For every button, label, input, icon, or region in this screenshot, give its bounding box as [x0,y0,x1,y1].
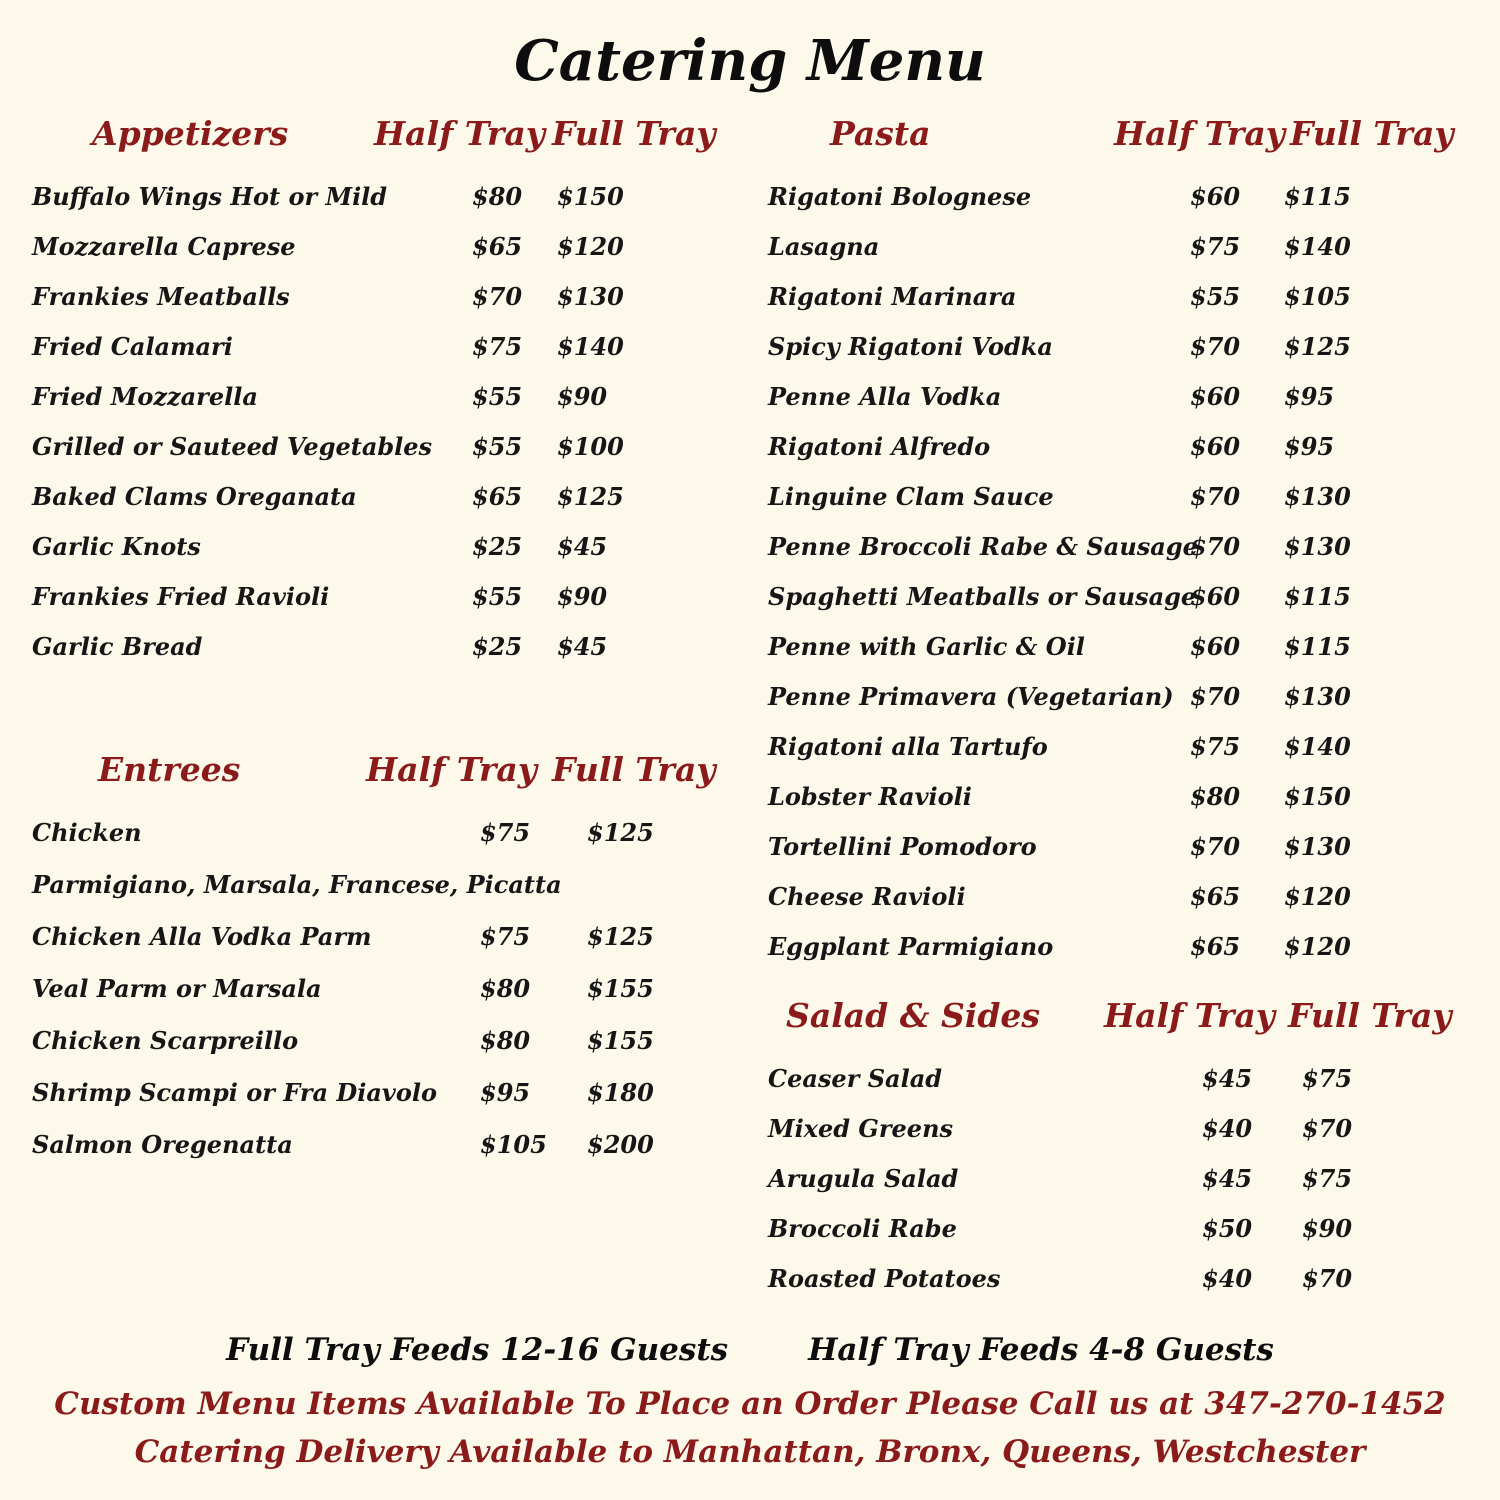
half-tray-price: $95 [480,1078,531,1107]
menu-item-row [768,174,1468,224]
full-tray-price: $105 [1284,282,1351,311]
half-tray-price: $25 [472,632,523,661]
page-title: Catering Menu [514,28,986,94]
menu-item-row [768,374,1468,424]
menu-item-row [32,474,732,524]
half-tray-price: $70 [1190,482,1241,511]
full-tray-price: $120 [1284,882,1351,911]
salad-sides-section [768,996,1468,1306]
full-tray-price: $130 [1284,482,1351,511]
half-tray-price: $70 [472,282,523,311]
half-tray-price: $80 [480,974,531,1003]
item-name: Lasagna [768,232,880,261]
half-tray-price: $65 [1190,932,1241,961]
menu-item-row [32,174,732,224]
full-tray-price: $120 [1284,932,1351,961]
item-name: Fried Mozzarella [32,382,258,411]
full-tray-price: $200 [587,1130,654,1159]
section-header [768,114,1468,174]
half-tray-price: $40 [1202,1264,1253,1293]
half-tray-header: Half Tray [366,750,537,789]
menu-item-row [768,1106,1468,1156]
full-tray-header: Full Tray [1290,114,1454,153]
menu-item-row [768,724,1468,774]
full-tray-price: $95 [1284,382,1335,411]
half-tray-feeds: Half Tray Feeds 4-8 Guests [808,1332,1274,1368]
full-tray-header: Full Tray [552,750,716,789]
item-name: Garlic Bread [32,632,203,661]
menu-item-row [32,862,732,914]
menu-item-row [32,914,732,966]
full-tray-header: Full Tray [1288,996,1452,1035]
item-name: Penne Alla Vodka [768,382,1002,411]
full-tray-price: $125 [587,922,654,951]
half-tray-price: $60 [1190,432,1241,461]
item-name: Chicken Alla Vodka Parm [32,922,372,951]
full-tray-price: $130 [1284,832,1351,861]
full-tray-price: $180 [587,1078,654,1107]
menu-item-row [768,424,1468,474]
item-name: Rigatoni alla Tartufo [768,732,1048,761]
item-name: Frankies Fried Ravioli [32,582,330,611]
full-tray-price: $100 [557,432,624,461]
full-tray-price: $120 [557,232,624,261]
item-name: Penne with Garlic & Oil [768,632,1085,661]
half-tray-price: $65 [1190,882,1241,911]
menu-item-row [32,324,732,374]
menu-item-row [768,674,1468,724]
full-tray-price: $155 [587,974,654,1003]
item-list [32,174,732,674]
half-tray-header: Half Tray [374,114,545,153]
item-name: Cheese Ravioli [768,882,966,911]
menu-item-row [768,1256,1468,1306]
full-tray-price: $150 [557,182,624,211]
menu-item-row [32,424,732,474]
item-name: Penne Primavera (Vegetarian) [768,682,1174,711]
full-tray-price: $90 [1302,1214,1353,1243]
menu-item-row [32,274,732,324]
full-tray-price: $140 [1284,232,1351,261]
half-tray-header: Half Tray [1114,114,1285,153]
menu-item-row [768,1206,1468,1256]
half-tray-price: $55 [472,382,523,411]
full-tray-price: $75 [1302,1064,1353,1093]
item-name: Mozzarella Caprese [32,232,296,261]
item-name: Spicy Rigatoni Vodka [768,332,1053,361]
item-name: Chicken [32,818,142,847]
item-name: Ceaser Salad [768,1064,943,1093]
full-tray-price: $130 [1284,532,1351,561]
menu-item-row [768,1056,1468,1106]
full-tray-price: $115 [1284,182,1351,211]
section-header [768,996,1468,1056]
section-header [32,114,732,174]
full-tray-price: $70 [1302,1264,1353,1293]
appetizers-section [32,114,732,674]
delivery-info: Catering Delivery Available to Manhattan, Bronx, Queens, Westchester [134,1434,1366,1470]
half-tray-price: $55 [472,582,523,611]
menu-item-row [768,474,1468,524]
section-title: Appetizers [92,114,289,153]
item-name: Penne Broccoli Rabe & Sausage [768,532,1198,561]
half-tray-price: $105 [480,1130,547,1159]
item-name: Eggplant Parmigiano [768,932,1054,961]
half-tray-price: $75 [472,332,523,361]
item-name: Buffalo Wings Hot or Mild [32,182,388,211]
half-tray-price: $80 [1190,782,1241,811]
item-name: Spaghetti Meatballs or Sausage [768,582,1197,611]
menu-item-row [768,774,1468,824]
full-tray-price: $125 [587,818,654,847]
item-list [768,1056,1468,1306]
full-tray-price: $95 [1284,432,1335,461]
tray-serving-info [0,1332,1500,1368]
menu-item-row [32,1018,732,1070]
menu-item-row [768,524,1468,574]
item-name: Arugula Salad [768,1164,959,1193]
menu-item-row [32,574,732,624]
section-header [32,750,732,810]
half-tray-price: $70 [1190,532,1241,561]
menu-item-row [32,1070,732,1122]
item-name: Rigatoni Alfredo [768,432,991,461]
section-title: Pasta [830,114,931,153]
half-tray-price: $80 [480,1026,531,1055]
item-name: Rigatoni Marinara [768,282,1017,311]
full-tray-price: $140 [1284,732,1351,761]
full-tray-price: $125 [1284,332,1351,361]
half-tray-price: $75 [1190,232,1241,261]
menu-item-row [768,324,1468,374]
menu-item-row [768,574,1468,624]
menu-item-row [32,374,732,424]
item-name: Chicken Scarpreillo [32,1026,299,1055]
item-name: Rigatoni Bolognese [768,182,1032,211]
menu-item-row [768,624,1468,674]
item-name: Tortellini Pomodoro [768,832,1037,861]
half-tray-price: $70 [1190,832,1241,861]
item-name: Baked Clams Oreganata [32,482,357,511]
half-tray-price: $70 [1190,332,1241,361]
item-name: Linguine Clam Sauce [768,482,1054,511]
half-tray-price: $55 [1190,282,1241,311]
item-name: Mixed Greens [768,1114,954,1143]
full-tray-price: $155 [587,1026,654,1055]
full-tray-feeds: Full Tray Feeds 12-16 Guests [226,1332,729,1368]
half-tray-price: $25 [472,532,523,561]
half-tray-price: $60 [1190,632,1241,661]
item-name: Grilled or Sauteed Vegetables [32,432,433,461]
menu-item-row [768,274,1468,324]
item-name: Fried Calamari [32,332,233,361]
full-tray-price: $90 [557,582,608,611]
half-tray-price: $80 [472,182,523,211]
full-tray-price: $70 [1302,1114,1353,1143]
half-tray-header: Half Tray [1104,996,1275,1035]
menu-item-row [768,824,1468,874]
full-tray-price: $90 [557,382,608,411]
full-tray-price: $75 [1302,1164,1353,1193]
section-title: Salad & Sides [786,996,1040,1035]
item-list [32,810,732,1174]
entrees-section [32,750,732,1174]
half-tray-price: $60 [1190,382,1241,411]
full-tray-price: $45 [557,532,608,561]
half-tray-price: $45 [1202,1064,1253,1093]
half-tray-price: $75 [1190,732,1241,761]
half-tray-price: $65 [472,482,523,511]
full-tray-price: $125 [557,482,624,511]
menu-item-row [32,1122,732,1174]
menu-item-row [768,1156,1468,1206]
full-tray-price: $115 [1284,582,1351,611]
menu-item-row [32,224,732,274]
item-list [768,174,1468,974]
full-tray-price: $130 [557,282,624,311]
item-name: Roasted Potatoes [768,1264,1001,1293]
full-tray-price: $140 [557,332,624,361]
half-tray-price: $70 [1190,682,1241,711]
half-tray-price: $60 [1190,582,1241,611]
half-tray-price: $55 [472,432,523,461]
half-tray-price: $60 [1190,182,1241,211]
item-name: Shrimp Scampi or Fra Diavolo [32,1078,437,1107]
full-tray-price: $150 [1284,782,1351,811]
half-tray-price: $45 [1202,1164,1253,1193]
menu-item-row [32,624,732,674]
item-name: Parmigiano, Marsala, Francese, Picatta [32,870,562,899]
menu-item-row [32,810,732,862]
full-tray-price: $115 [1284,632,1351,661]
item-name: Lobster Ravioli [768,782,972,811]
full-tray-header: Full Tray [552,114,716,153]
menu-item-row [32,966,732,1018]
item-name: Veal Parm or Marsala [32,974,322,1003]
half-tray-price: $75 [480,922,531,951]
menu-item-row [768,874,1468,924]
menu-item-row [768,924,1468,974]
custom-order-info: Custom Menu Items Available To Place an Order Please Call us at 347-270-1452 [54,1386,1446,1422]
full-tray-price: $130 [1284,682,1351,711]
menu-item-row [32,524,732,574]
half-tray-price: $40 [1202,1114,1253,1143]
pasta-section [768,114,1468,974]
item-name: Broccoli Rabe [768,1214,957,1243]
item-name: Frankies Meatballs [32,282,290,311]
menu-item-row [768,224,1468,274]
half-tray-price: $50 [1202,1214,1253,1243]
section-title: Entrees [98,750,241,789]
half-tray-price: $65 [472,232,523,261]
half-tray-price: $75 [480,818,531,847]
item-name: Salmon Oregenatta [32,1130,293,1159]
full-tray-price: $45 [557,632,608,661]
item-name: Garlic Knots [32,532,201,561]
